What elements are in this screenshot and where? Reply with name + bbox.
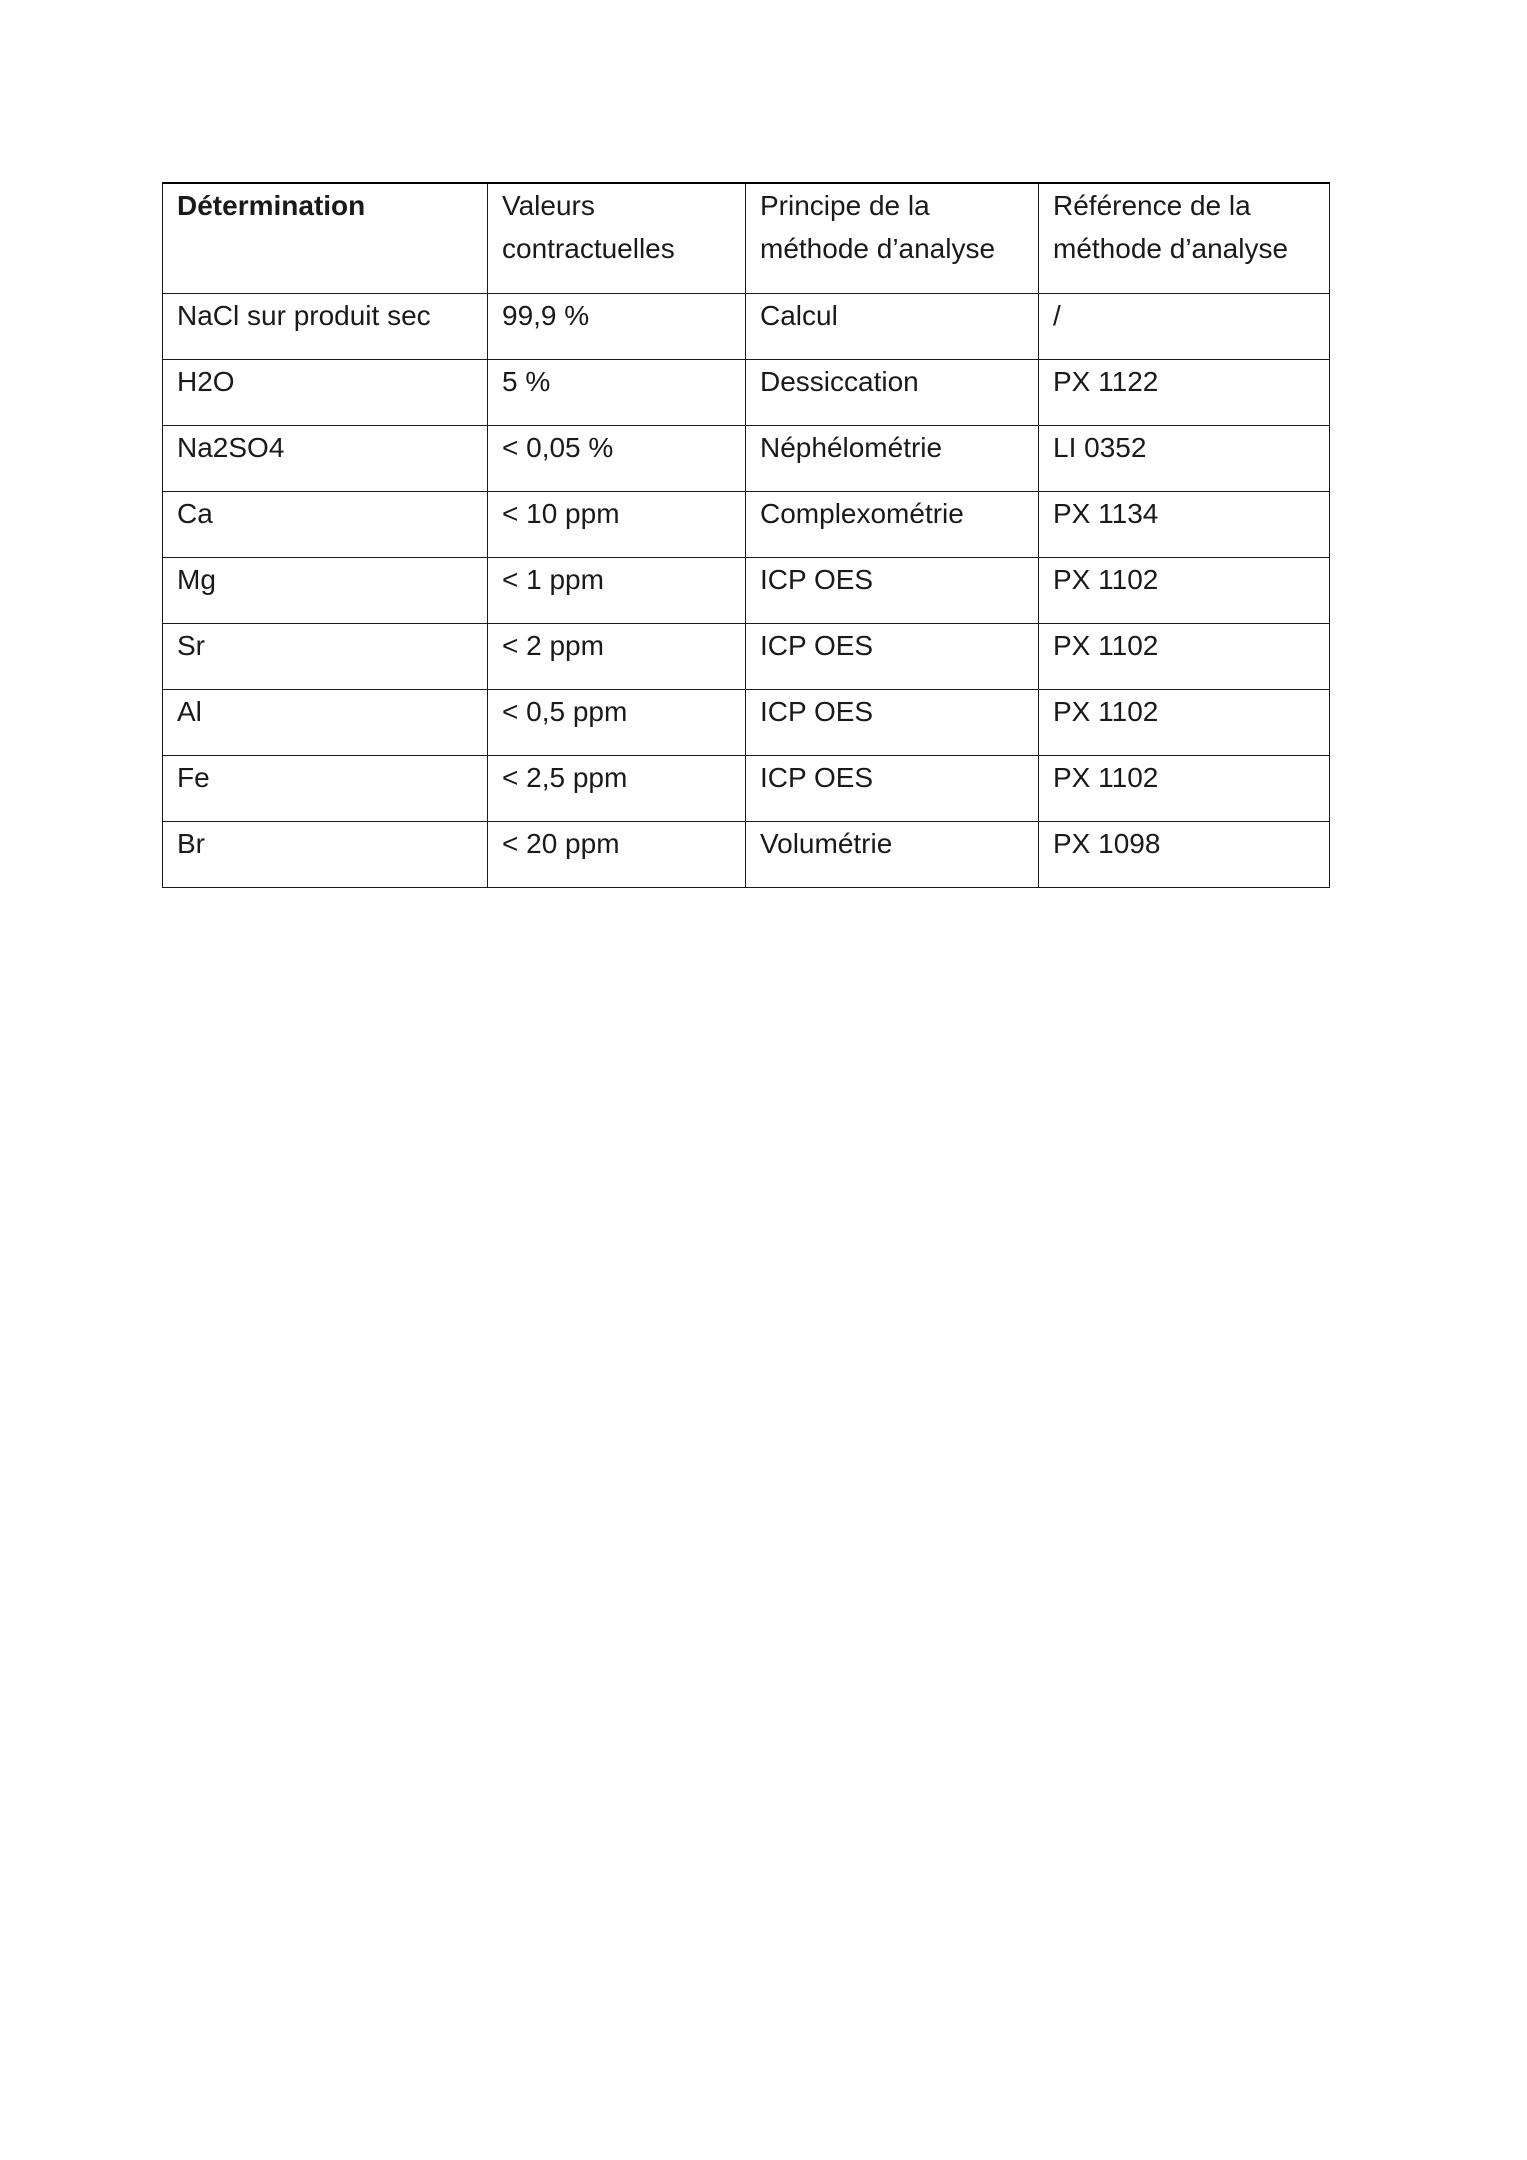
cell-method-principle: Calcul (746, 294, 1039, 360)
cell-determination: H2O (163, 360, 488, 426)
header-contract-values: Valeurs contractuelles (488, 183, 746, 294)
table-row (163, 624, 1330, 690)
specification-table (162, 182, 1330, 888)
header-determination: Détermination (163, 183, 488, 294)
cell-method-reference: PX 1102 (1039, 756, 1330, 822)
cell-determination: Br (163, 822, 488, 888)
cell-determination: NaCl sur produit sec (163, 294, 488, 360)
cell-contract-value: < 2,5 ppm (488, 756, 746, 822)
cell-contract-value: < 2 ppm (488, 624, 746, 690)
cell-contract-value: 99,9 % (488, 294, 746, 360)
table-row (163, 822, 1330, 888)
table-row (163, 756, 1330, 822)
cell-method-principle: ICP OES (746, 756, 1039, 822)
cell-method-reference: PX 1102 (1039, 558, 1330, 624)
cell-contract-value: < 0,05 % (488, 426, 746, 492)
cell-contract-value: < 20 ppm (488, 822, 746, 888)
table-row (163, 492, 1330, 558)
table-body (163, 294, 1330, 888)
cell-method-principle: ICP OES (746, 558, 1039, 624)
cell-method-reference: / (1039, 294, 1330, 360)
cell-determination: Ca (163, 492, 488, 558)
cell-method-principle: Dessiccation (746, 360, 1039, 426)
cell-determination: Mg (163, 558, 488, 624)
cell-method-reference: PX 1134 (1039, 492, 1330, 558)
header-row (163, 183, 1330, 294)
table-row (163, 558, 1330, 624)
cell-contract-value: < 10 ppm (488, 492, 746, 558)
cell-contract-value: < 1 ppm (488, 558, 746, 624)
cell-method-reference: PX 1098 (1039, 822, 1330, 888)
cell-method-reference: PX 1122 (1039, 360, 1330, 426)
cell-method-principle: Néphélométrie (746, 426, 1039, 492)
cell-method-reference: PX 1102 (1039, 624, 1330, 690)
table-header (163, 183, 1330, 294)
cell-method-principle: ICP OES (746, 690, 1039, 756)
cell-contract-value: 5 % (488, 360, 746, 426)
table-row (163, 690, 1330, 756)
cell-determination: Sr (163, 624, 488, 690)
cell-determination: Na2SO4 (163, 426, 488, 492)
header-method-reference: Référence de la méthode d’analyse (1039, 183, 1330, 294)
cell-method-reference: LI 0352 (1039, 426, 1330, 492)
cell-determination: Fe (163, 756, 488, 822)
table-row (163, 360, 1330, 426)
cell-method-principle: ICP OES (746, 624, 1039, 690)
header-method-principle: Principe de la méthode d’analyse (746, 183, 1039, 294)
table-row (163, 294, 1330, 360)
cell-method-principle: Complexométrie (746, 492, 1039, 558)
cell-determination: Al (163, 690, 488, 756)
cell-contract-value: < 0,5 ppm (488, 690, 746, 756)
table-row (163, 426, 1330, 492)
cell-method-principle: Volumétrie (746, 822, 1039, 888)
cell-method-reference: PX 1102 (1039, 690, 1330, 756)
